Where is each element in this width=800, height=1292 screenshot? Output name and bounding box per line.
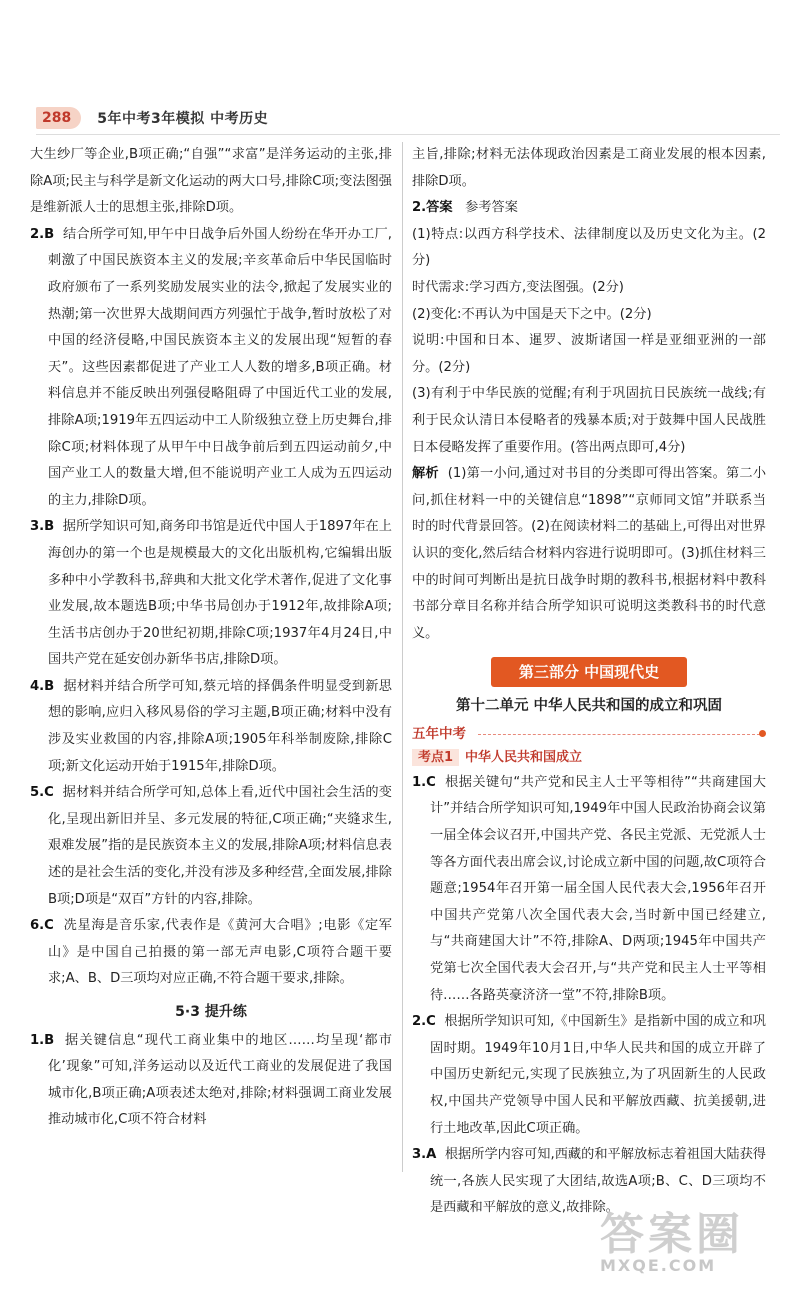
unit-title: 第十二单元 中华人民共和国的成立和巩固 — [455, 698, 723, 715]
item-text: 据材料并结合所学可知,总体上看,近代中国社会生活的变化,呈现出新旧并呈、多元发展的特征,C项正确;“夹缝求生,艰难发展”指的是民族资本主义的发展,排除A项;材料信息表述的是社会生活的变化,并没有涉及多种经营,全面发展,排除B项;D项是“双百”方针的内容,排除。 — [48, 785, 392, 907]
item-number: 3.A — [412, 1147, 437, 1163]
page-header — [36, 104, 268, 132]
answer-line: (1)特点:以西方科学技术、法律制度以及历史文化为主。(2分) — [412, 226, 766, 269]
answer-line: 时代需求:学习西方,变法图强。(2分) — [412, 279, 624, 295]
analysis — [412, 461, 766, 647]
answer-item — [30, 1028, 392, 1134]
item-number: 1.B — [30, 1032, 55, 1048]
five-year-exam-heading — [412, 722, 766, 746]
watermark-url: MXQE.COM — [600, 1256, 717, 1275]
exam-point-label: 考点1 — [412, 749, 459, 766]
item-text: 据材料并结合所学可知,蔡元培的择偶条件明显受到新思想的影响,应归入移风易俗的学习主题,B项正确;材料中没有涉及实业救国的内容,排除A项;1905年科举制废除,排除C项;新文化运动开始于1915年,排除D项。 — [48, 678, 392, 774]
left-column — [30, 142, 392, 1134]
answer-heading — [412, 195, 766, 222]
answer-item — [412, 770, 766, 1009]
answer-line: (2)变化:不再认为中国是天下之中。(2分) — [412, 306, 652, 322]
item-number: 1.C — [412, 774, 436, 790]
dashed-rule — [478, 734, 760, 735]
answer-item — [30, 780, 392, 913]
book-title: 5年中考3年模拟 中考历史 — [97, 111, 269, 127]
page-number: 288 — [36, 107, 81, 129]
item-number: 2.B — [30, 226, 55, 242]
analysis-text: (1)第一小问,通过对书目的分类即可得出答案。第二小问,抓住材料一中的关键信息“1898”“京师同文馆”并联系当时的时代背景回答。(2)在阅读材料二的基础上,可得出对世界认识的变化,然后结合材料内容进行说明即可。(3)抓住材料三中的时间可判断出是抗日战争时期的教科书,根据材料中教科书部分章目名称并结合所学知识可说明这类教科书的时代意义。 — [412, 466, 767, 641]
watermark — [600, 1198, 770, 1278]
item-text: 据关键信息“现代工商业集中的地区……均呈现‘都市化’现象”可知,洋务运动以及近代工商业的发展促进了我国城市化,B项正确;A项表述太绝对,排除;材料强调工商业发展推动城市化,C项不符合材料 — [48, 1032, 392, 1128]
answer-paragraph: 主旨,排除;材料无法体现政治因素是工商业发展的根本因素,排除D项。 — [412, 147, 766, 189]
item-number: 6.C — [30, 918, 54, 934]
part-banner: 第三部分 中国现代史 — [491, 657, 687, 687]
section-heading: 5·3 提升练 — [175, 1004, 247, 1020]
answer-line: (3)有利于中华民族的觉醒;有利于巩固抗日民族统一战线;有利于民众认清日本侵略者的残暴本质;对于鼓舞中国人民战胜日本侵略发挥了重要作用。(答出两点即可,4分) — [412, 386, 766, 455]
item-text: 根据关键句“共产党和民主人士平等相待”“共商建国大计”并结合所学知识可知,1949年中国人民政治协商会议第一届全体会议召开,中国共产党、各民主党派、无党派人士等各方面代表出席会议,讨论成立新中国的问题,故C项符合题意;1954年召开第一届全国人民代表大会,1956年召开中国共产党第八次全国代表大会,当时新中国已经建立,与“共商建国大计”不符,排除A、D两项;1945年中国共产党第七次全国代表大会召开,与“共产党和民主人士平等相待……各路英豪济济一堂”不符,排除B项。 — [430, 774, 766, 1003]
answer-item — [412, 1009, 766, 1142]
item-number: 4.B — [30, 678, 55, 694]
exam-point-title: 中华人民共和国成立 — [465, 749, 583, 765]
item-text: 结合所学可知,甲午中日战争后外国人纷纷在华开办工厂,刺激了中国民族资本主义的发展;辛亥革命后中华民国临时政府颁布了一系列奖励发展实业的法令,掀起了发展实业的热潮;第一次世界大战期间西方列强忙于战争,暂时放松了对中国的经济侵略,中国民族资本主义的发展出现“短暂的春天”。这些因素都促进了产业工人人数的增多,B项正确。材料信息并不能反映出列强侵略阻碍了中国近代工业的发展,排除A项;1919年五四运动中工人阶级独立登上历史舞台,排除C项;材料体现了从甲午中日战争前后到五四运动前夕,中国产业工人的数量大增,但不能说明产业工人成为五四运动的主力,排除D项。 — [48, 226, 392, 508]
exam-point-heading — [412, 746, 766, 770]
item-text: 冼星海是音乐家,代表作是《黄河大合唱》;电影《定军山》是中国自己拍摄的第一部无声电影,C项符合题干要求;A、B、D三项均对应正确,不符合题干要求,排除。 — [48, 918, 392, 987]
reference-answer-label: 参考答案 — [465, 200, 518, 216]
item-number: 3.B — [30, 519, 55, 535]
five-year-exam-label: 五年中考 — [412, 725, 466, 742]
item-number: 2.C — [412, 1014, 436, 1030]
answer-item — [30, 222, 392, 515]
watermark-logo: 答案圈 — [600, 1209, 744, 1260]
item-number: 2.答案 — [412, 200, 453, 216]
answer-item — [30, 674, 392, 780]
analysis-label: 解析 — [412, 466, 439, 482]
item-text: 根据所学知识可知,《中国新生》是指新中国的成立和巩固时期。1949年10月1日,中华人民共和国的成立开辟了中国历史新纪元,实现了民族独立,为了巩固新生的人民政权,中国共产党领导中国人民和平解放西藏、抗美援朝,进行土地改革,因此C项正确。 — [430, 1014, 766, 1136]
item-text: 根据所学内容可知,西藏的和平解放标志着祖国大陆获得统一,各族人民实现了大团结,故选A项;B、C、D三项均不是西藏和平解放的意义,故排除。 — [430, 1147, 766, 1216]
answer-paragraph: 大生纱厂等企业,B项正确;“自强”“求富”是洋务运动的主张,排除A项;民主与科学是新文化运动的两大口号,排除C项;变法图强是维新派人士的思想主张,排除D项。 — [30, 147, 392, 216]
answer-item — [30, 913, 392, 993]
answer-line: 说明:中国和日本、暹罗、波斯诸国一样是亚细亚洲的一部分。(2分) — [412, 333, 766, 375]
header-rule — [36, 134, 780, 135]
answer-item — [30, 514, 392, 674]
dot-icon — [759, 730, 766, 737]
right-column — [412, 142, 766, 1222]
item-text: 据所学知识可知,商务印书馆是近代中国人于1897年在上海创办的第一个也是规模最大的文化出版机构,它编辑出版多种中小学教科书,辞典和大批文化学术著作,促进了文化事业发展,故本题选B项;中华书局创办于1912年,故排除A项;生活书店创办于20世纪初期,排除C项;1937年4月24日,中国共产党在延安创办新华书店,排除D项。 — [48, 519, 392, 668]
column-divider — [402, 142, 403, 1172]
item-number: 5.C — [30, 785, 54, 801]
